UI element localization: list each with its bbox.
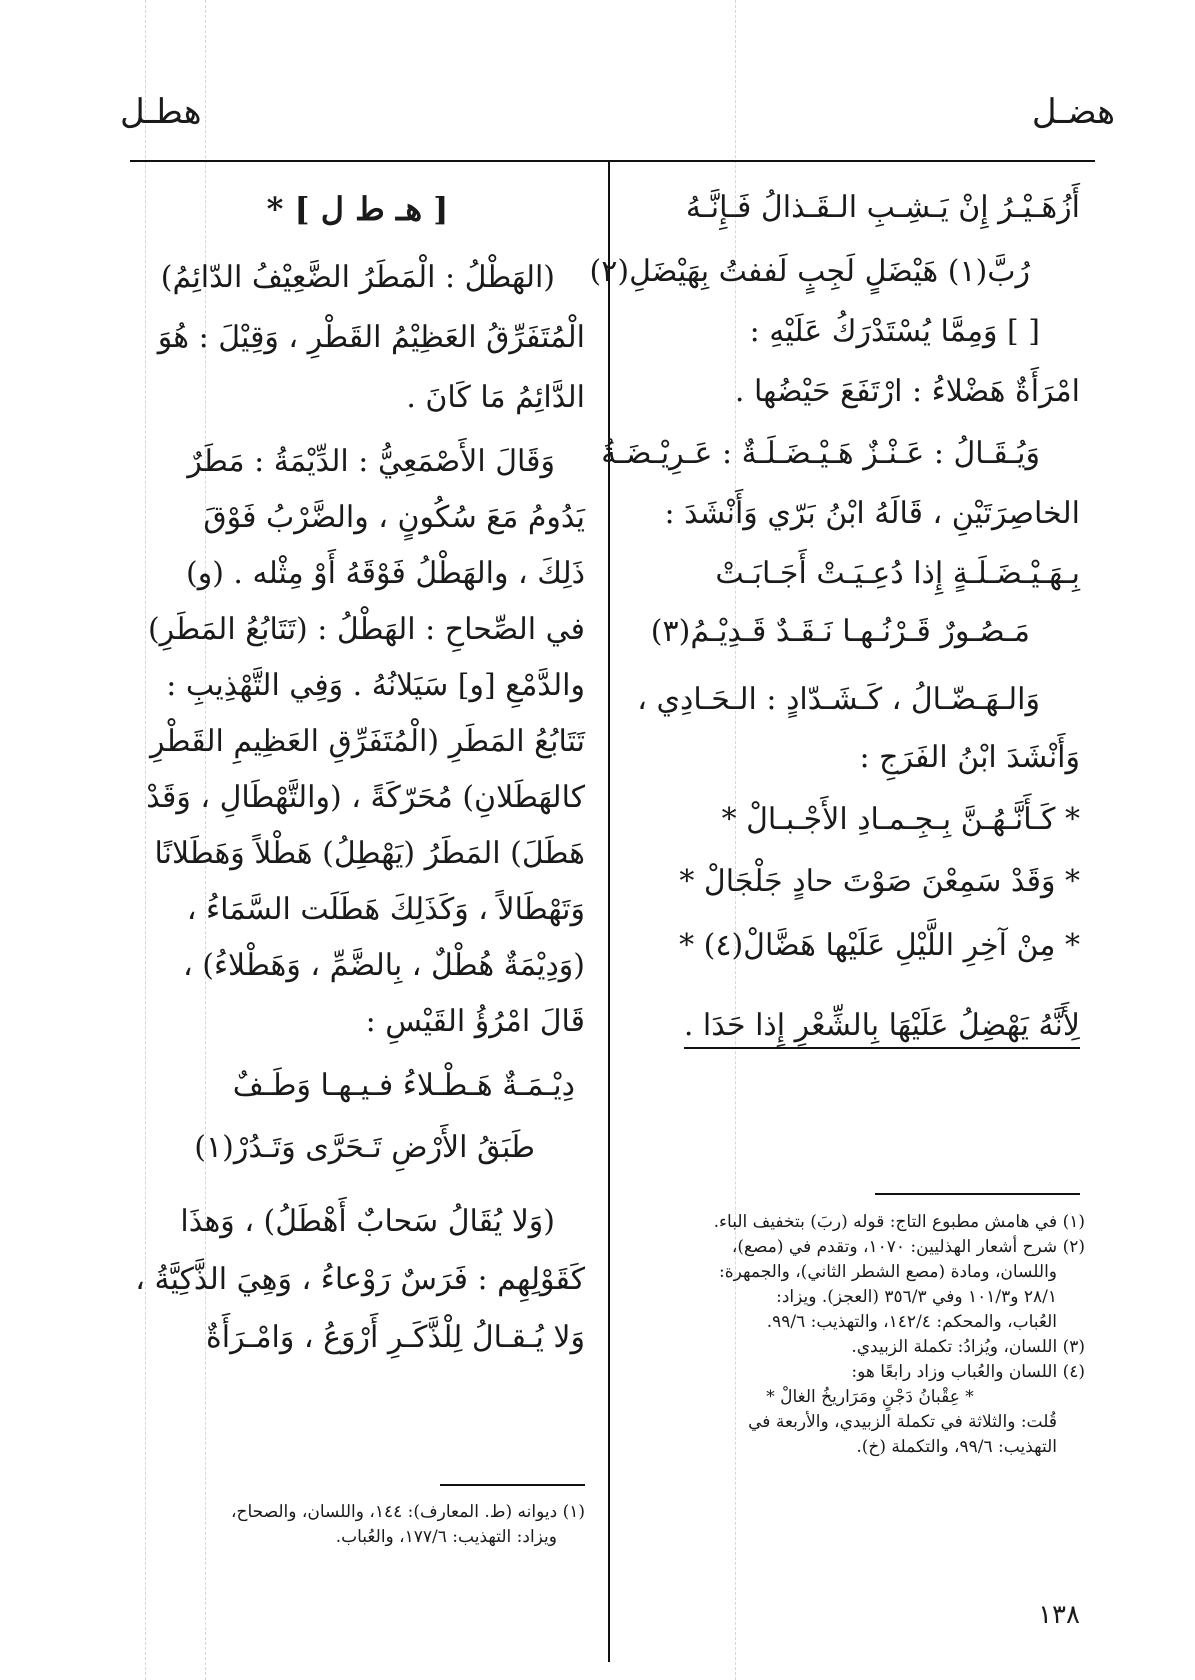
footnote-line: (١) ديوانه (ط. المعارف): ١٤٤، واللسان، والصحاح، <box>231 1502 585 1522</box>
text-line: يَدُومُ مَعَ سُكُونٍ ، والضَّرْبُ فَوْقَ <box>203 500 585 535</box>
verse-line: مَـصُـورٌ قَـرْنُـهـا نَـقَـدٌ قَـدِيْـمُ(٣) <box>650 614 1030 649</box>
footnote-line: * عِقْبانُ دَجْنٍ ومَرَاريخُ الغالْ * <box>766 1387 974 1407</box>
text-line: (وَلا يُقَالُ سَحابٌ أَهْطَلُ) ، وَهذَا <box>180 1204 555 1239</box>
header-rule <box>130 160 1095 162</box>
text-line: امْرَأَةٌ هَضْلاءُ : ارْتَفَعَ حَيْضُها . <box>734 374 1080 409</box>
left-column <box>130 190 585 1378</box>
footnotes-right <box>655 1210 1085 1460</box>
footnotes-left <box>130 1500 585 1550</box>
text-line: ذَلِكَ ، والهَطْلُ فَوْقَهُ أَوْ مِثْله . (و) <box>186 556 585 591</box>
text-line: الخاصِرَتَيْنِ ، قَالَهُ ابْنُ بَرّي وَأَنْشَدَ : <box>664 496 1080 531</box>
column-divider <box>608 162 610 1662</box>
verse-line: * كَـأَنَّـهُـنَّ بِـجِـمـادِ الأَجْـبـالْ * <box>721 802 1080 837</box>
text-line: (وَدِيْمَةٌ هُطْلٌ ، بِالضَّمِّ ، وَهَطْلاءُ) ، <box>183 948 585 983</box>
footnote-line: واللسان، ومادة (مصع الشطر الثاني)، والجمهرة: <box>719 1262 1057 1282</box>
footnote-line: (٤) اللسان والعُباب وزاد رابعًا هو: <box>851 1362 1085 1382</box>
verse-line: رُبَّ(١) هَيْضَلٍ لَجِبٍ لَففتُ بِهَيْضَلِ(٢) <box>589 254 1030 289</box>
verse-line: دِيْـمَـةٌ هَـطْـلاءُ فـيـهـا وَطَـفٌ <box>232 1068 575 1103</box>
footnote-line: ويزاد: التهذيب: ١٧٧/٦، والعُباب. <box>335 1527 557 1547</box>
text-line: كالهَطَلانِ) مُحَرّكَةً ، (والتَّهْطَالِ ، وَقَدْ <box>146 780 585 815</box>
text-line: [ ] وَمِمَّا يُسْتَدْرَكُ عَلَيْهِ : <box>749 314 1040 349</box>
text-line: (الهَطْلُ : الْمَطَرُ الضَّعِيْفُ الدّائِمُ) <box>160 260 555 295</box>
text-line: في الصِّحاحِ : الهَطْلُ : (تَتَابُعُ المَطَرِ) <box>147 612 585 647</box>
footnote-line: (٢) شرح أشعار الهذليين: ١٠٧٠، وتقدم في (مصع)، <box>731 1237 1085 1257</box>
verse-line: بِـهَـيْـضَـلَـةٍ إِذا دُعِـيَـتْ أَجَـابَـتْ <box>715 556 1080 591</box>
footnote-line: ٢٨/١ و١٠١/٣ وفي ٣٥٦/٣ (العجز). ويزاد: <box>776 1287 1057 1307</box>
verse-line: * وَقَدْ سَمِعْنَ صَوْتَ حادٍ جَلْجَالْ * <box>679 864 1080 899</box>
right-column <box>589 190 1080 1068</box>
text-line: وَتَهْطَالاً ، وَكَذَلِكَ هَطَلَت السَّمَاءُ ، <box>186 892 585 927</box>
text-line: والدَّمْعِ [و] سَيَلانُهُ . وَفِي التَّهْذِيبِ : <box>166 668 585 703</box>
running-head-right: هضـل <box>1031 92 1115 132</box>
text-line: وَيُـقَـالُ : عَـنْـزٌ هَـيْـضَـلَـةٌ : عَـرِيْـضَـةُ <box>601 436 1040 471</box>
footnote-line: العُباب، والمحكم: ١٤٢/٤، والتهذيب: ٩٩/٦. <box>766 1312 1057 1332</box>
text-line: تَتَابُعُ المَطَرِ (الْمُتَفَرِّقِ العَظِيمِ القَطْرِ <box>150 724 585 759</box>
text-line: الْمُتَفَرِّقُ العَظِيْمُ القَطْرِ ، وَقِيْلَ : هُوَ <box>157 320 585 355</box>
footnote-line: (٣) اللسان، ويُزادُ: تكملة الزبيدي. <box>851 1337 1085 1357</box>
entry-heading: [ هـ ط ل ] * <box>266 190 449 228</box>
text-line: وَلا يُـقـالُ لِلْذَّكَـرِ أَرْوَعُ ، وَامْـرَأَةٌ <box>206 1320 585 1355</box>
text-line: وَالـهَـضّـالُ ، كَـشَـدّادٍ : الـحَـادِي ، <box>637 682 1040 717</box>
verse-line: * مِنْ آخِرِ اللَّيْلِ عَلَيْها هَضَّالْ(٤) * <box>679 928 1080 963</box>
footnote-line: قُلت: والثلاثة في تكملة الزبيدي، والأربعة في <box>748 1412 1057 1432</box>
verse-line: طَبَقُ الأَرْضِ تَـحَرَّى وَتَـدُرْ(١) <box>194 1130 535 1165</box>
footnote-line: التهذيب: ٩٩/٦، والتكملة (خ). <box>856 1437 1057 1457</box>
verse-line: أَزُهَـيْـرُ إِنْ يَـشِـبِ الـقَـذالُ فَـإِنَّـهُ <box>685 190 1080 225</box>
page-number: ١٣٨ <box>1038 1600 1080 1630</box>
text-line: قَالَ امْرُؤُ القَيْسِ : <box>365 1004 585 1039</box>
footnote-rule-left <box>440 1484 585 1486</box>
footnote-line: (١) في هامش مطبوع التاج: قوله (ربَ) بتخفيف الباء. <box>713 1212 1085 1232</box>
text-line: لِأَنَّهُ يَهْضِلُ عَلَيْهَا بِالشِّعْرِ إِذا حَدَا . <box>684 1008 1080 1049</box>
running-head-left: هطـل <box>120 92 202 132</box>
footnote-rule-right <box>875 1193 1080 1195</box>
text-line: وَأَنْشَدَ ابْنُ الفَرَجِ : <box>859 740 1080 775</box>
text-line: كَقَوْلِهِم : فَرَسٌ رَوْعاءُ ، وَهِيَ الذَّكِيَّةُ ، <box>135 1262 585 1297</box>
text-line: الدَّائِمُ مَا كَانَ . <box>406 380 585 415</box>
text-line: وَقَالَ الأَصْمَعِيُّ : الدِّيْمَةُ : مَطَرٌ <box>187 444 555 479</box>
text-line: هَطَلَ) المَطَرُ (يَهْطِلُ) هَطْلاً وَهَطَلانًا <box>154 836 585 871</box>
